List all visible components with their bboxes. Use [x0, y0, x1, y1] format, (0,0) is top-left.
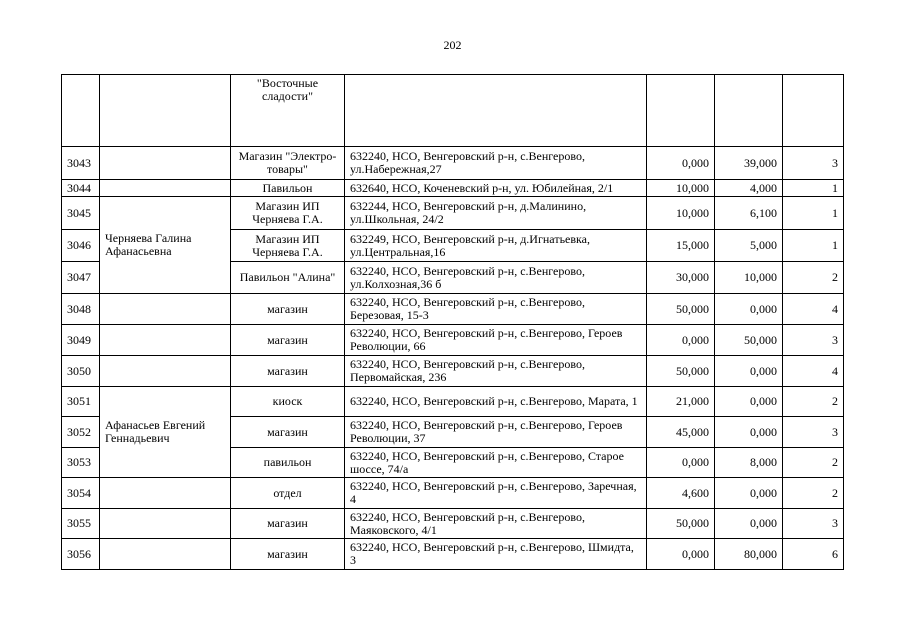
object-type-cell: магазин [231, 539, 345, 570]
value1-cell: 30,000 [647, 262, 715, 294]
value3-cell: 3 [783, 509, 844, 539]
value2-cell: 39,000 [715, 147, 783, 180]
address-cell: 632240, НСО, Венгеровский р-н, с.Венгерово, Шмидта, 3 [345, 539, 647, 570]
value3-cell: 3 [783, 417, 844, 448]
row-number-cell: 3048 [62, 294, 100, 325]
value1-cell: 15,000 [647, 230, 715, 262]
address-cell: 632240, НСО, Венгеровский р-н, с.Венгерово, Героев Революции, 66 [345, 325, 647, 356]
value1-cell: 0,000 [647, 539, 715, 570]
table-row [62, 294, 844, 325]
address-cell: 632240, НСО, Венгеровский р-н, с.Венгерово, Заречная, 4 [345, 478, 647, 509]
value3-cell [783, 75, 844, 147]
value2-cell: 0,000 [715, 294, 783, 325]
table-row [62, 356, 844, 387]
owner-cell [100, 509, 231, 539]
table-row [62, 478, 844, 509]
value2-cell [715, 75, 783, 147]
row-number-cell: 3052 [62, 417, 100, 448]
object-type-cell: магазин [231, 417, 345, 448]
address-cell: 632240, НСО, Венгеровский р-н, с.Венгерово, Старое шоссе, 74/а [345, 448, 647, 478]
value1-cell: 0,000 [647, 448, 715, 478]
value3-cell: 3 [783, 325, 844, 356]
address-cell: 632240, НСО, Венгеровский р-н, с.Венгерово, Марата, 1 [345, 387, 647, 417]
object-type-cell: Павильон "Алина" [231, 262, 345, 294]
value3-cell: 6 [783, 539, 844, 570]
value1-cell: 10,000 [647, 180, 715, 197]
object-type-cell: магазин [231, 356, 345, 387]
value3-cell: 2 [783, 262, 844, 294]
object-type-cell: Павильон [231, 180, 345, 197]
owner-cell [100, 539, 231, 570]
table-row [62, 147, 844, 180]
object-type-cell: Магазин ИП Черняева Г.А. [231, 230, 345, 262]
row-number-cell: 3045 [62, 197, 100, 230]
value3-cell: 2 [783, 387, 844, 417]
object-type-cell: отдел [231, 478, 345, 509]
row-number-cell: 3046 [62, 230, 100, 262]
value3-cell: 2 [783, 448, 844, 478]
object-type-cell: киоск [231, 387, 345, 417]
address-cell: 632240, НСО, Венгеровский р-н, с.Венгерово, Героев Революции, 37 [345, 417, 647, 448]
value3-cell: 4 [783, 356, 844, 387]
value1-cell: 0,000 [647, 325, 715, 356]
address-cell: 632240, НСО, Венгеровский р-н, с.Венгерово, Березовая, 15-3 [345, 294, 647, 325]
table-row [62, 539, 844, 570]
value3-cell: 2 [783, 478, 844, 509]
owner-cell [100, 180, 231, 197]
object-type-cell: Магазин ИП Черняева Г.А. [231, 197, 345, 230]
row-number-cell: 3050 [62, 356, 100, 387]
value2-cell: 6,100 [715, 197, 783, 230]
owner-cell [100, 356, 231, 387]
value2-cell: 0,000 [715, 509, 783, 539]
table-row [62, 180, 844, 197]
registry-table [61, 74, 844, 570]
row-number-cell: 3056 [62, 539, 100, 570]
address-cell [345, 75, 647, 147]
row-number-cell: 3047 [62, 262, 100, 294]
value1-cell: 4,600 [647, 478, 715, 509]
row-number-cell: 3044 [62, 180, 100, 197]
object-type-cell: магазин [231, 509, 345, 539]
value2-cell: 0,000 [715, 356, 783, 387]
value2-cell: 10,000 [715, 262, 783, 294]
owner-cell: Афанасьев Евгений Геннадьевич [100, 387, 231, 478]
row-number-cell: 3055 [62, 509, 100, 539]
value2-cell: 8,000 [715, 448, 783, 478]
address-cell: 632249, НСО, Венгеровский р-н, д.Игнатьевка, ул.Центральная,16 [345, 230, 647, 262]
row-number-cell [62, 75, 100, 147]
page-number: 202 [443, 38, 462, 52]
value1-cell [647, 75, 715, 147]
row-number-cell: 3054 [62, 478, 100, 509]
row-number-cell: 3049 [62, 325, 100, 356]
table-row [62, 509, 844, 539]
address-cell: 632640, НСО, Коченевский р-н, ул. Юбилейная, 2/1 [345, 180, 647, 197]
object-type-cell: магазин [231, 294, 345, 325]
value1-cell: 50,000 [647, 356, 715, 387]
value1-cell: 50,000 [647, 509, 715, 539]
owner-cell [100, 294, 231, 325]
value2-cell: 0,000 [715, 417, 783, 448]
owner-cell [100, 325, 231, 356]
row-number-cell: 3051 [62, 387, 100, 417]
object-type-cell: павильон [231, 448, 345, 478]
table-row [62, 197, 844, 230]
value2-cell: 4,000 [715, 180, 783, 197]
value3-cell: 1 [783, 180, 844, 197]
table-row [62, 325, 844, 356]
object-type-cell: Магазин "Электро-товары" [231, 147, 345, 180]
table-row [62, 387, 844, 417]
owner-cell [100, 478, 231, 509]
value1-cell: 10,000 [647, 197, 715, 230]
address-cell: 632240, НСО, Венгеровский р-н, с.Венгерово, Первомайская, 236 [345, 356, 647, 387]
value2-cell: 50,000 [715, 325, 783, 356]
value3-cell: 3 [783, 147, 844, 180]
value2-cell: 5,000 [715, 230, 783, 262]
value3-cell: 1 [783, 197, 844, 230]
value2-cell: 0,000 [715, 478, 783, 509]
value1-cell: 0,000 [647, 147, 715, 180]
value3-cell: 1 [783, 230, 844, 262]
value2-cell: 80,000 [715, 539, 783, 570]
value1-cell: 50,000 [647, 294, 715, 325]
object-type-cell: магазин [231, 325, 345, 356]
row-number-cell: 3053 [62, 448, 100, 478]
address-cell: 632240, НСО, Венгеровский р-н, с.Венгерово, ул.Колхозная,36 б [345, 262, 647, 294]
object-type-cell: "Восточные сладости" [231, 75, 345, 147]
owner-cell: Черняева Галина Афанасьевна [100, 197, 231, 294]
owner-cell [100, 147, 231, 180]
value2-cell: 0,000 [715, 387, 783, 417]
value3-cell: 4 [783, 294, 844, 325]
table-row [62, 75, 844, 147]
address-cell: 632240, НСО, Венгеровский р-н, с.Венгерово, Маяковского, 4/1 [345, 509, 647, 539]
row-number-cell: 3043 [62, 147, 100, 180]
address-cell: 632244, НСО, Венгеровский р-н, д.Малинино, ул.Школьная, 24/2 [345, 197, 647, 230]
owner-cell [100, 75, 231, 147]
address-cell: 632240, НСО, Венгеровский р-н, с.Венгерово, ул.Набережная,27 [345, 147, 647, 180]
value1-cell: 45,000 [647, 417, 715, 448]
value1-cell: 21,000 [647, 387, 715, 417]
